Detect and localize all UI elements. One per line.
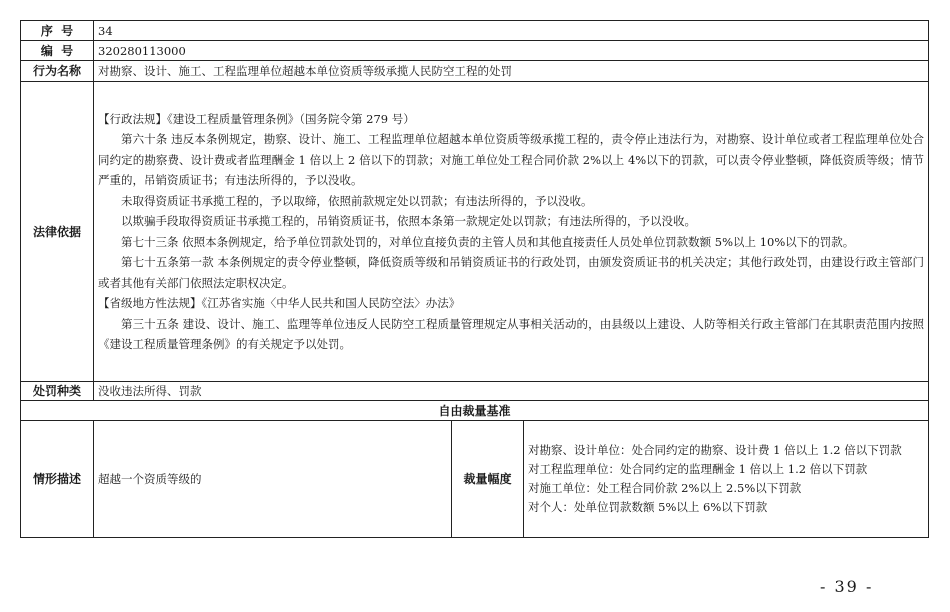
range-label: 裁量幅度	[452, 421, 524, 538]
basis-paragraph: 第七十三条 依照本条例规定，给予单位罚款处罚的，对单位直接负责的主管人员和其他直接责任人员处单位罚款数额 5%以上 10%以下的罚款。	[121, 234, 855, 249]
basis-paragraph: 第六十条 违反本条例规定，勘察、设计、施工、工程监理单位超越本单位资质等级承揽工程的，责令停止违法行为，对勘察、设计单位或者工程监理单位处合同约定的勘察费、设计费或者监理酬金 1 倍以上 2 倍以下的罚款；对施工单位处工程合同价款 2%以上 4%以下的罚款，可以责令停业整顿，降低资质等级；情节严重的，吊销资质证书；有违法所得的，予以没收。	[98, 132, 925, 187]
code-row	[21, 41, 929, 61]
penalty-type-label: 处罚种类	[21, 382, 94, 401]
situation-value: 超越一个资质等级的	[94, 421, 452, 538]
basis-paragraph: 【行政法规】《建设工程质量管理条例》（国务院令第 279 号）	[98, 111, 415, 126]
page-number: - 39 -	[820, 577, 874, 596]
penalty-type-value: 没收违法所得、罚款	[94, 382, 929, 401]
code-value: 320280113000	[94, 41, 929, 61]
behavior-name-label: 行为名称	[21, 61, 94, 82]
range-item: 对个人：处单位罚款数额 5%以上 6%以下罚款	[528, 500, 768, 514]
behavior-name-row	[21, 61, 929, 82]
code-label: 编 号	[21, 41, 94, 61]
basis-paragraph: 以欺骗手段取得资质证书承揽工程的，吊销资质证书，依照本条第一款规定处以罚款；有违法所得的，予以没收。	[121, 214, 696, 228]
serial-row	[21, 21, 929, 41]
legal-basis-label: 法律依据	[21, 82, 94, 382]
range-list	[524, 421, 929, 538]
basis-paragraph: 未取得资质证书承揽工程的，予以取缔，依照前款规定处以罚款；有违法所得的，予以没收。	[121, 193, 593, 208]
discretion-heading-row	[21, 401, 929, 421]
range-item: 对勘察、设计单位：处合同约定的勘察、设计费 1 倍以上 1.2 倍以下罚款	[528, 443, 902, 457]
behavior-name-value: 对勘察、设计、施工、工程监理单位超越本单位资质等级承揽人民防空工程的处罚	[94, 61, 929, 82]
discretion-heading: 自由裁量基准	[21, 401, 929, 421]
range-item: 对施工单位：处工程合同价款 2%以上 2.5%以下罚款	[528, 481, 802, 495]
serial-label: 序 号	[21, 21, 94, 41]
situation-label: 情形描述	[21, 421, 94, 538]
basis-paragraph: 第七十五条第一款 本条例规定的责令停业整顿，降低资质等级和吊销资质证书的行政处罚，由颁发资质证书的机关决定；其他行政处罚，由建设行政主管部门或者其他有关部门依照法定职权决定。	[98, 255, 925, 290]
document-table	[20, 20, 929, 538]
discretion-row	[21, 421, 929, 538]
legal-basis-row	[21, 82, 929, 382]
penalty-type-row	[21, 382, 929, 401]
serial-value: 34	[94, 21, 929, 41]
range-item: 对工程监理单位：处合同约定的监理酬金 1 倍以上 1.2 倍以下罚款	[528, 462, 868, 476]
legal-basis-text	[94, 82, 929, 382]
basis-paragraph: 第三十五条 建设、设计、施工、监理等单位违反人民防空工程质量管理规定从事相关活动的，由县级以上建设、人防等相关行政主管部门在其职责范围内按照《建设工程质量管理条例》的有关规定予以处罚。	[98, 316, 925, 351]
basis-paragraph: 【省级地方性法规】《江苏省实施〈中华人民共和国人民防空法〉办法》	[98, 296, 461, 310]
